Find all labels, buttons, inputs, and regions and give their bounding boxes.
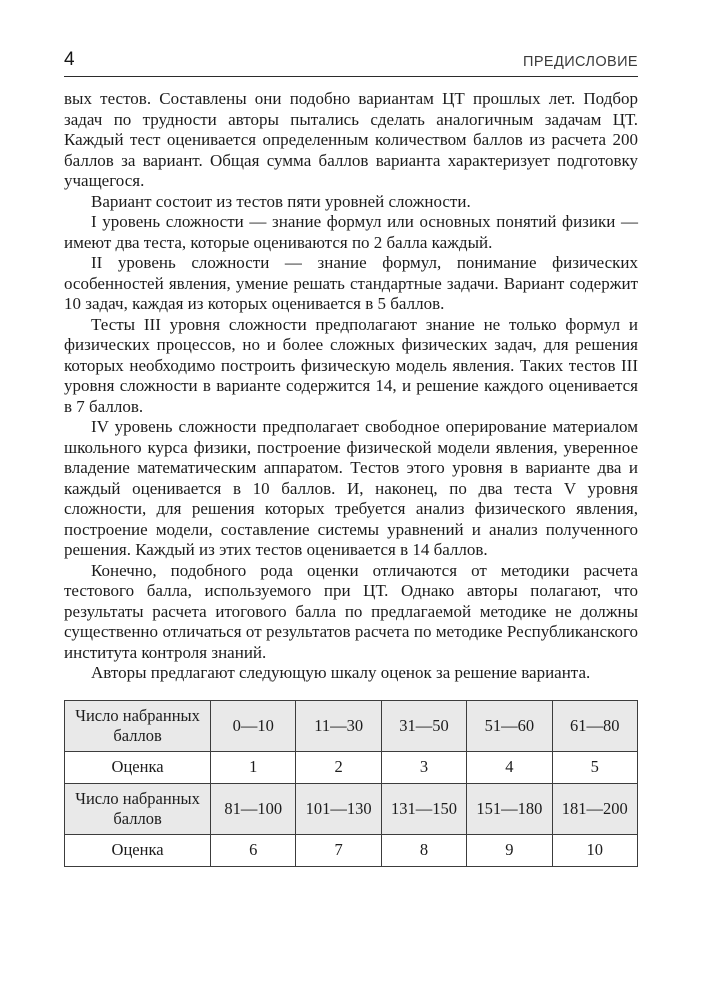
row-label-grade: Оценка [65,834,211,866]
score-range-cell: 31—50 [381,700,466,751]
grade-cell: 3 [381,751,466,783]
paragraph-level-4-5: IV уровень сложности предполагает свободное оперирование материалом школьного курса физики, построение физической модели явления, уверенное владение математическим аппаратом. Тестов этого уровня в варианте два и каждый оценивается в 10 баллов. И, наконец, по два теста V уровня сложности, для решения которых требуется анализ физического явления, построение модели, составление системы уравнений и анализ полученного решения. Каждый из этих тестов оценивается в 14 баллов. [64,417,638,559]
score-range-cell: 131—150 [381,783,466,834]
paragraph-level-1: I уровень сложности — знание формул или основных понятий физики — имеют два теста, которые оцениваются по 2 балла каждый. [64,212,638,252]
page-header [64,50,638,77]
grade-cell: 5 [552,751,637,783]
table-row-grades-1 [65,751,638,783]
score-range-cell: 11—30 [296,700,381,751]
body-text [64,89,638,684]
score-table [64,700,638,867]
grade-cell: 10 [552,834,637,866]
score-range-cell: 151—180 [467,783,552,834]
score-range-cell: 61—80 [552,700,637,751]
paragraph-level-2: II уровень сложности — знание формул, понимание физических особенностей явления, умение решать стандартные задачи. Вариант содержит 10 задач, каждая из которых оценивается в 5 баллов. [64,253,638,313]
page-number: 4 [64,49,75,70]
grade-cell: 6 [211,834,296,866]
grade-cell: 8 [381,834,466,866]
row-label-scores: Число набранных баллов [65,783,211,834]
table-row-scores-1 [65,700,638,751]
row-label-scores: Число набранных баллов [65,700,211,751]
grade-cell: 2 [296,751,381,783]
paragraph-methodology: Конечно, подобного рода оценки отличаются от методики расчета тестового балла, используемого при ЦТ. Однако авторы полагают, что результаты расчета итогового балла по предлагаемой методике не должны существенно отличаться от результатов расчета по методике Республиканского института контроля знаний. [64,560,638,662]
score-range-cell: 181—200 [552,783,637,834]
table-row-grades-2 [65,834,638,866]
paragraph-scale-intro: Авторы предлагают следующую шкалу оценок за решение варианта. [91,663,591,682]
score-range-cell: 0—10 [211,700,296,751]
score-range-cell: 81—100 [211,783,296,834]
score-range-cell: 51—60 [467,700,552,751]
grade-cell: 7 [296,834,381,866]
row-label-grade: Оценка [65,751,211,783]
score-range-cell: 101—130 [296,783,381,834]
paragraph-variant-structure: Вариант состоит из тестов пяти уровней сложности. [91,191,471,211]
grade-cell: 9 [467,834,552,866]
grade-cell: 4 [467,751,552,783]
chapter-title: ПРЕДИСЛОВИЕ [523,53,638,70]
grade-cell: 1 [211,751,296,783]
paragraph-level-3: Тесты III уровня сложности предполагают знание не только формул и физических процессов, но и более сложных физических задач, для решения которых необходимо построить физическую модель явления. Таких тестов III уровня сложности в варианте содержится 14, и решение каждого оценивается в 7 баллов. [64,314,638,416]
table-row-scores-2 [65,783,638,834]
paragraph-continuation: вых тестов. Составлены они подобно вариантам ЦТ прошлых лет. Подбор задач по трудности авторы пытались сделать аналогичным задачам ЦТ. Каждый тест оценивается определенным количеством баллов из расчета 200 баллов за вариант. Общая сумма баллов варианта характеризует подготовку учащегося. [64,89,638,190]
